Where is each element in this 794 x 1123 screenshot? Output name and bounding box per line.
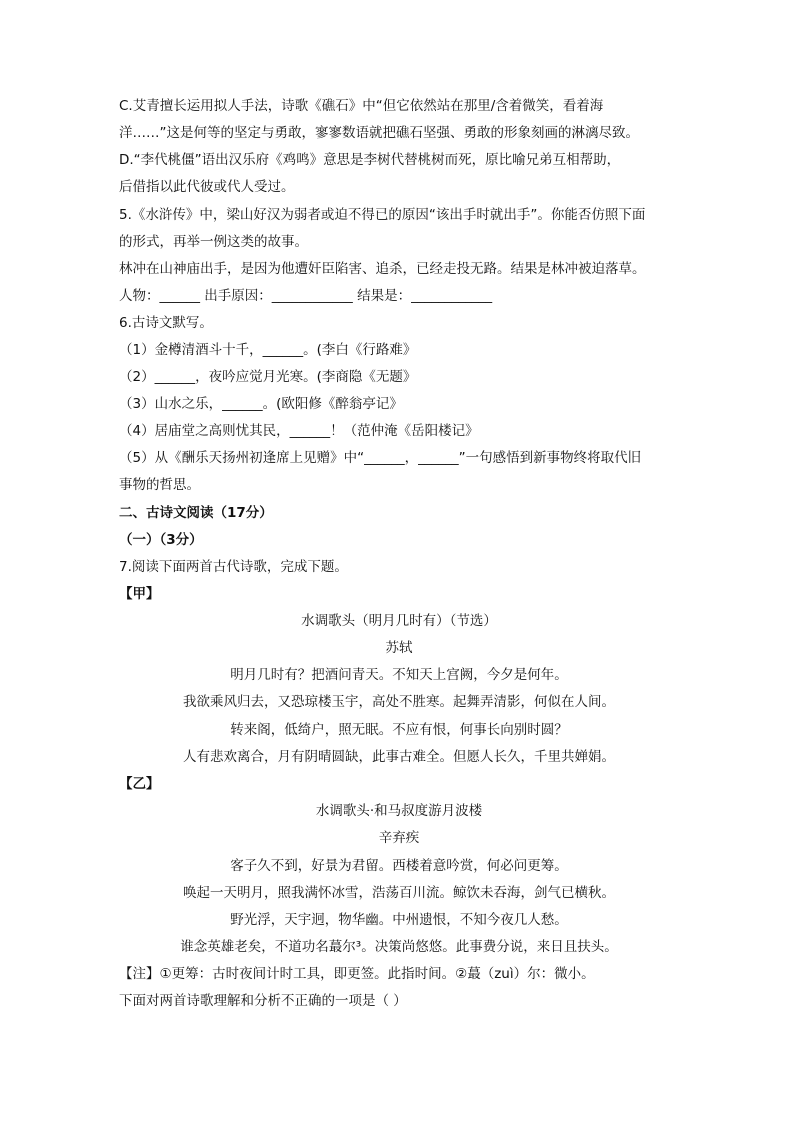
question-5-line-1: 5.《水浒传》中，梁山好汉为弱者或迫不得已的原因“该出手时就出手”。你能否仿照下面 xyxy=(119,207,646,223)
poem-1-line: 明月几时有？把酒问青天。不知天上宫阙，今夕是何年。 xyxy=(230,667,568,683)
question-5-example: 林冲在山神庙出手，是因为他遭奸臣陷害、追杀，已经走投无路。结果是林冲被迫落草。 xyxy=(119,261,646,277)
poem-1-line: 我欲乘风归去，又恐琼楼玉宇，高处不胜寒。起舞弄清影，何似在人间。 xyxy=(183,694,615,710)
question-6-item-2: （2）______，夜吟应觉月光寒。(李商隐《无题》 xyxy=(119,369,417,385)
option-c-line-2: 洋……”这是何等的坚定与勇敢，寥寥数语就把礁石坚强、勇敢的形象刻画的淋漓尽致。 xyxy=(119,125,639,141)
section-heading: 二、古诗文阅读（17分） xyxy=(119,505,273,521)
question-6-item-3: （3）山水之乐，______。(欧阳修《醉翁亭记》 xyxy=(119,396,403,412)
question-6-item-5-line-1: （5）从《酬乐天扬州初逢席上见赠》中“______，______”一句感悟到新事物终将取代旧 xyxy=(119,450,642,466)
question-7-title: 7.阅读下面两首古代诗歌，完成下题。 xyxy=(119,559,348,575)
poem-2-author: 辛弃疾 xyxy=(378,830,420,846)
question-6-item-5-line-2: 事物的哲思。 xyxy=(119,477,200,493)
question-6-title: 6.古诗文默写。 xyxy=(119,315,213,331)
poem-2-title: 水调歌头·和马叔度游月波楼 xyxy=(315,803,483,819)
question-7-prompt: 下面对两首诗歌理解和分析不正确的一项是（ ） xyxy=(119,993,407,1009)
poem-2-line: 客子久不到，好景为君留。西楼着意吟赏，何必问更筹。 xyxy=(230,858,568,874)
poem-1-line: 转来阁，低绮户，照无眠。不应有恨，何事长向别时圆？ xyxy=(230,722,568,738)
poem-1-author: 苏轼 xyxy=(385,640,413,656)
option-d-line-1: D.“李代桃僵”语出汉乐府《鸡鸣》意思是李树代替桃树而死，原比喻兄弟互相帮助， xyxy=(119,152,621,168)
option-c-line-1: C.艾青擅长运用拟人手法，诗歌《礁石》中“但它依然站在那里/含着微笑，看着海 xyxy=(119,98,604,114)
option-d-line-2: 后借指以此代彼或代人受过。 xyxy=(119,179,295,195)
poem-1-title: 水调歌头（明月几时有）（节选） xyxy=(301,613,497,629)
annotation-note: 【注】①更筹：古时夜间计时工具，即更签。此指时间。②蕞（zuì）尔：微小。 xyxy=(119,966,595,982)
question-5-line-2: 的形式，再举一例这类的故事。 xyxy=(119,234,308,250)
subsection-heading: （一）（3分） xyxy=(119,532,203,548)
poem-1-line: 人有悲欢离合，月有阴晴圆缺，此事古难全。但愿人长久，千里共婵娟。 xyxy=(183,749,615,765)
poem-2-line: 谁念英雄老矣，不道功名蕞尔³。决策尚悠悠。此事费分说，来日且扶头。 xyxy=(180,939,618,955)
question-6-item-4: （4）居庙堂之高则忧其民，______！（范仲淹《岳阳楼记》 xyxy=(119,423,479,439)
poem-2-line: 野光浮，天宇迥，物华幽。中州遗恨，不知今夜几人愁。 xyxy=(230,912,568,928)
label-jia: 【甲】 xyxy=(119,586,160,602)
question-6-item-1: （1）金樽清酒斗十千，______。(李白《行路难》 xyxy=(119,342,417,358)
label-yi: 【乙】 xyxy=(119,776,160,792)
question-5-blanks: 人物：______ 出手原因：____________ 结果是：____________ xyxy=(119,288,493,304)
poem-2-line: 唤起一天明月，照我满怀冰雪，浩荡百川流。鲸饮未吞海，剑气已横秋。 xyxy=(183,885,615,901)
